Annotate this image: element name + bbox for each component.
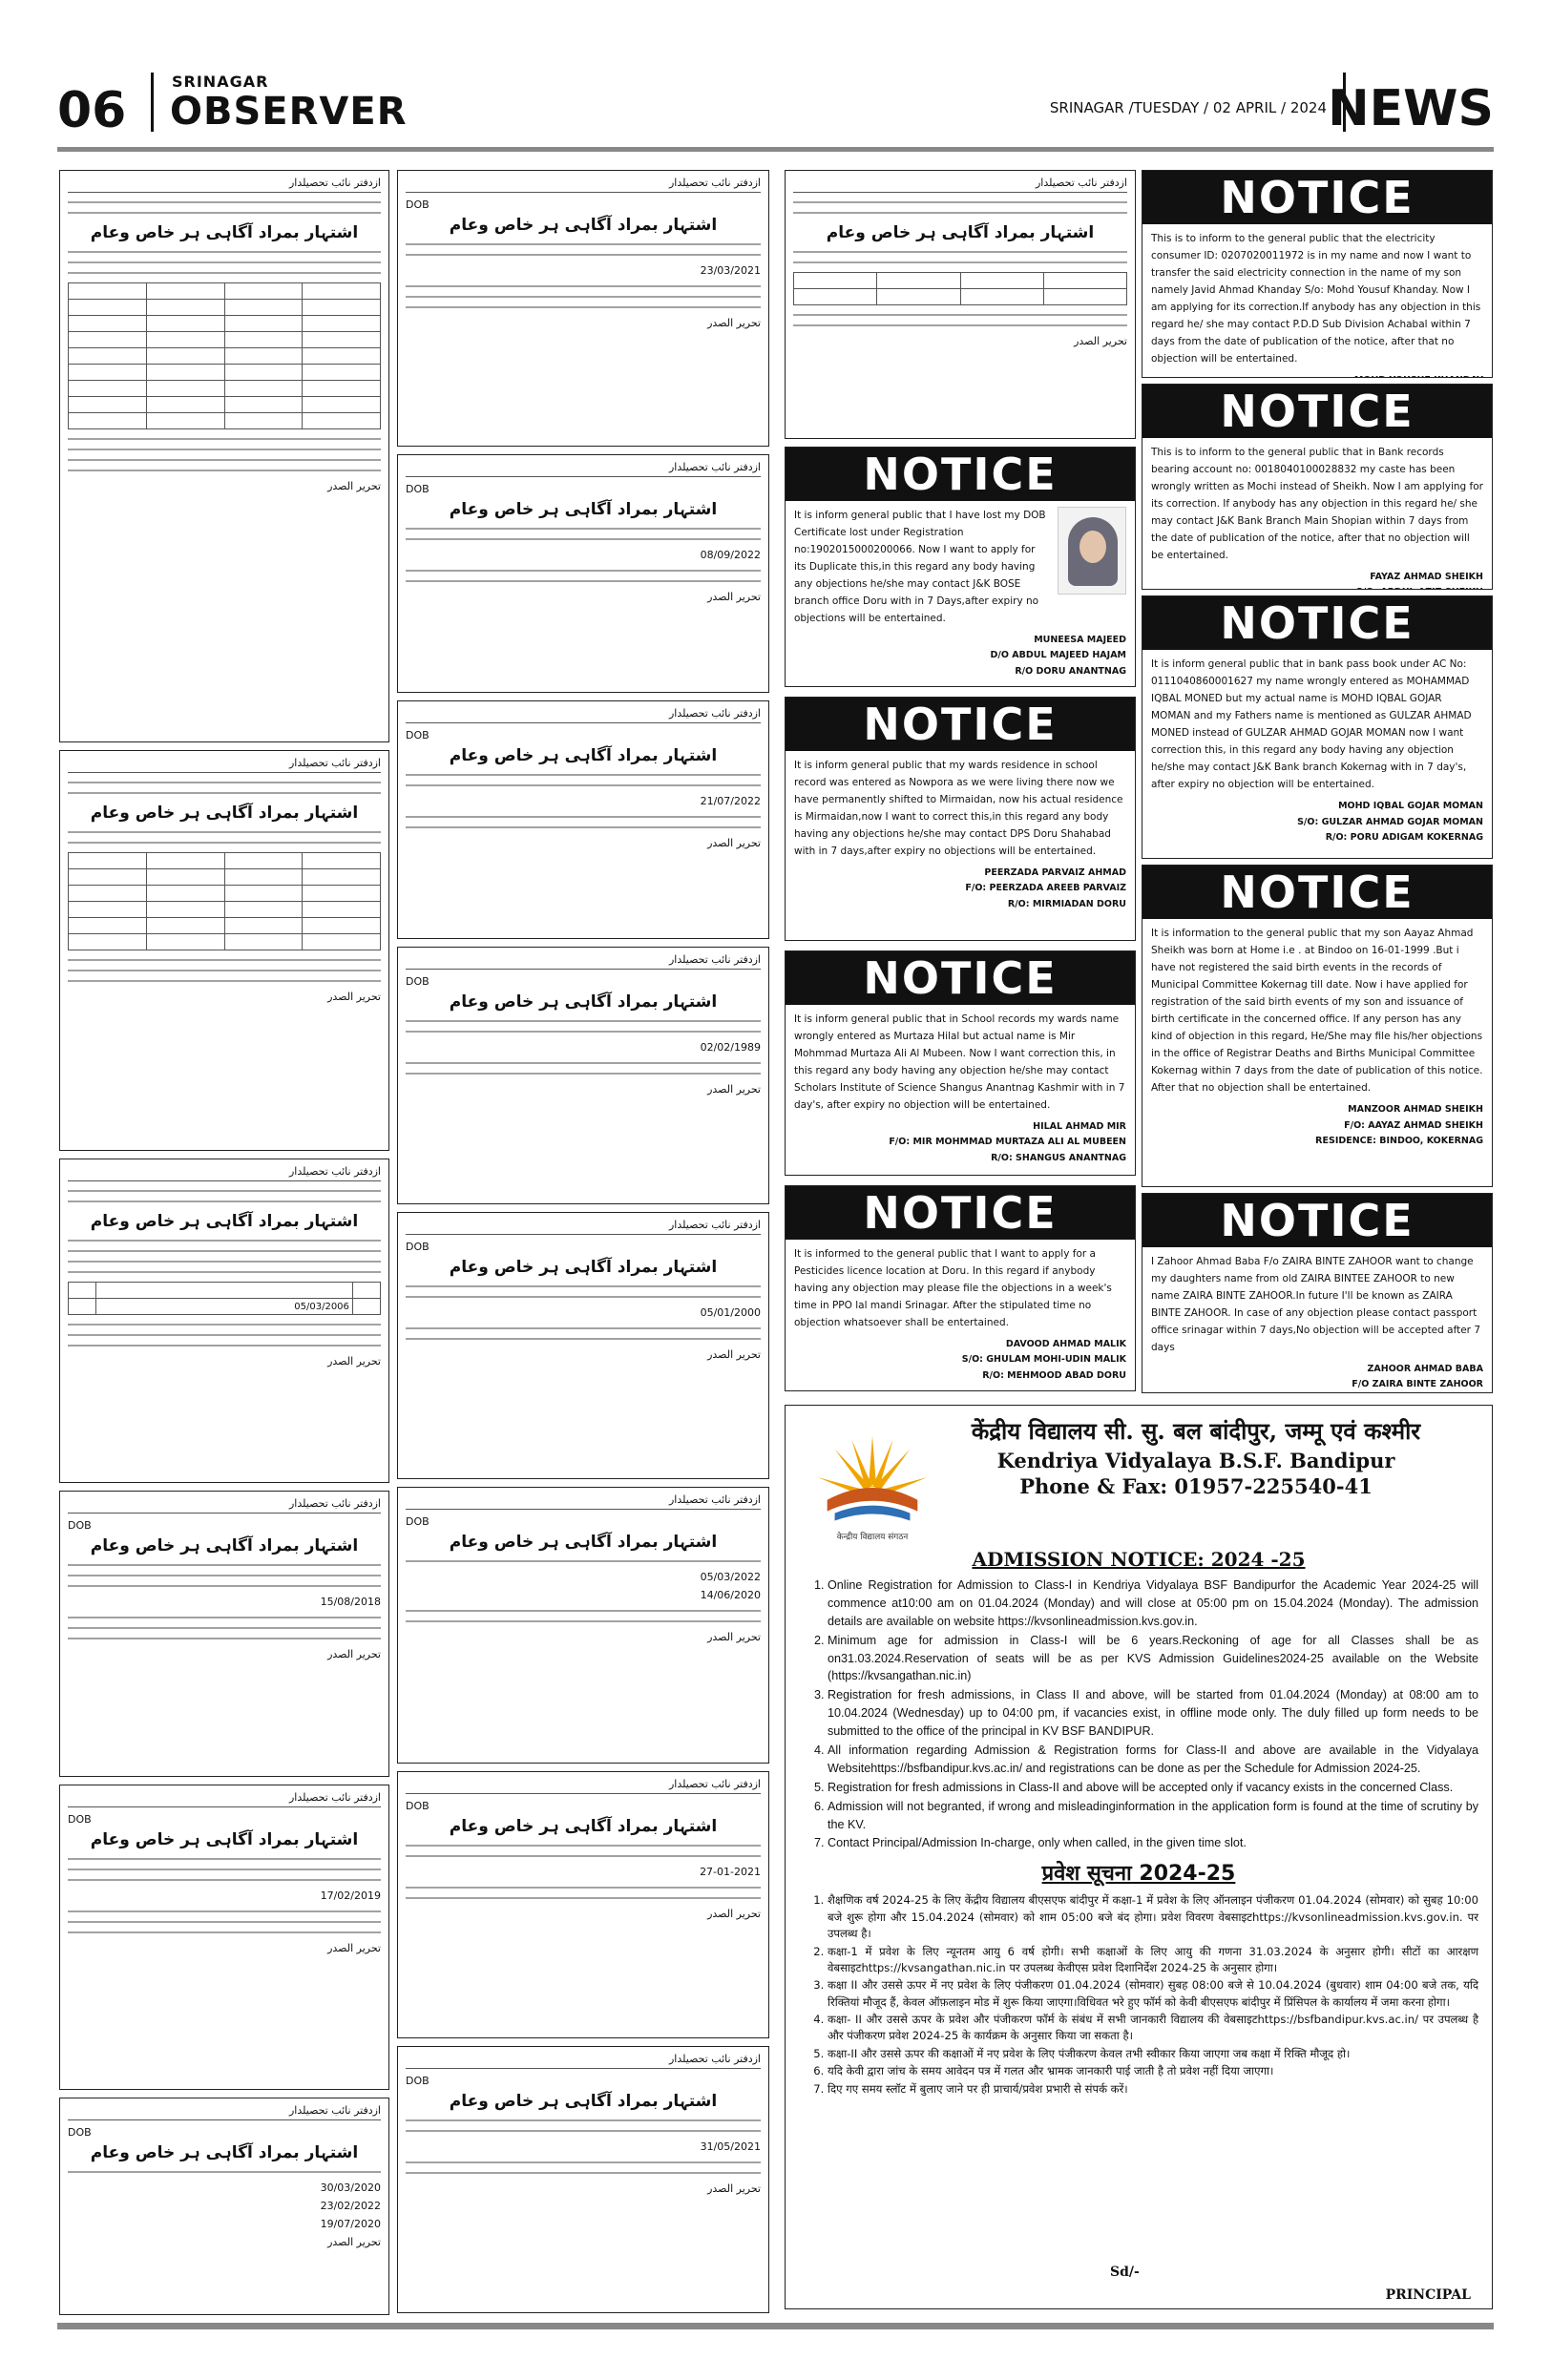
urdu-ad: ازدفتر نائب تحصیلدار اشتہار بمراد آگاہی ہر خاص وعام تحریر الصدر [59, 750, 389, 1151]
school-phone: Phone & Fax: 01957-225540-41 [1019, 1474, 1373, 1498]
top-rule [57, 147, 1494, 152]
notice-lost-dob: NOTICE It is inform general public that I have lost my DOB Certificate lost under Registration no:1902015000200066. Now I want to apply for its Duplicate this,in this regard any body having any objections he/she may contact J&K BOSE branch office Doru with in 7 Days,after expiry no objections will be entertained. MUNEESA MAJEED D/O ABDUL MAJEED HAJAM R/O DORU ANANTNAG [785, 447, 1136, 687]
school-name-hindi: केंद्रीय विद्यालय सी. सु. बल बांदीपुर, जम्मू एवं कश्मीर [971, 1417, 1421, 1445]
urdu-table [68, 852, 381, 950]
masthead [57, 67, 1494, 143]
brand-city: SRINAGAR [172, 73, 269, 91]
urdu-ad: ازدفتر نائب تحصیلدار DOB اشتہار بمراد آگاہی ہر خاص وعام 21/07/2022 تحریر الصدر [397, 700, 769, 939]
page-number: 06 [57, 82, 127, 139]
urdu-ad: ازدفتر نائب تحصیلدار DOB اشتہار بمراد آگاہی ہر خاص وعام 15/08/2018 تحریر الصدر [59, 1491, 389, 1777]
section-title: NEWS [1328, 80, 1494, 137]
hindi-list: 1. शैक्षणिक वर्ष 2024-25 के लिए केंद्रीय विद्यालय बीएसएफ बांदीपुर में कक्षा-1 में प्रवेश के लिए ऑनलाइन पंजीकरण 01.04.2024 (सोमवार) को सुबह 10:00 बजे शुरू होगा और 15.04.2024 (सोमवार) को शाम 05:00 बजे बंद होगा। प्रवेश विवरण वेबसाइटhttps://kvsonlineadmission.kvs.gov.in. पर उपलब्ध है। 2. कक्षा-1 में प्रवेश के लिए न्यूनतम आयु 6 वर्ष होगी। सभी कक्षाओं के लिए आयु की गणना 31.03.2024 के अनुसार होगी। सीटों का आरक्षण वेबसाइटhttps://kvsangathan.nic.in पर उपलब्ध केवीएस प्रवेश दिशानिर्देश 2024-25 के अनुसार होगा। 3. कक्षा II और उससे ऊपर में नए प्रवेश के लिए पंजीकरण 01.04.2024 (सोमवार) सुबह 08:00 बजे से 10.04.2024 (बुधवार) शाम 04:00 बजे तक, यदि रिक्तियां मौजूद हैं, केवल ऑफ़लाइन मोड में शुरू किया जाएगा।विधिवत भरे हुए फॉर्म को केवी बीएसएफ बांदीपुर में प्रिंसिपल के कार्यालय में जमा करना होगा। 4. कक्षा- II और उससे ऊपर के प्रवेश और पंजीकरण फॉर्म के संबंध में सभी जानकारी विद्यालय की वेबसाइटhttps://bsfbandipur.kvs.ac.in/ पर उपलब्ध है और पंजीकरण प्रवेश 2024-25 के कार्यक्रम के अनुसार किया जा सकता है। 5. कक्षा-II और उससे ऊपर की कक्षाओं में नए प्रवेश के लिए पंजीकरण केवल तभी स्वीकार किया जाएगा जब कक्षा में रिक्ति मौजूद हो। 6. यदि केवी द्वारा जांच के समय आवेदन पत्र में गलत और भ्रामक जानकारी पाई जाती है तो प्रवेश नहीं दिया जाएगा। 7. दिए गए समय स्लॉट में बुलाए जाने पर ही प्राचार्य/प्रवेश प्रभारी से संपर्क करें। [828, 1892, 1478, 2098]
notice-residence: NOTICE It is inform general public that my wards residence in school record was entered as Nowpora as we were living there now we have permanently shifted to Mirmaidan, now his actual residence is Mirmaidan,now I want to correct this,in this regard any body having any objections he/she may contact DPS Doru Shahabad with in 7 days,after expiry no objections will be entertained. PEERZADA PARVAIZ AHMAD F/O: PEERZADA AREEB PARVAIZ R/O: MIRMIADAN DORU [785, 697, 1136, 941]
urdu-ad: ازدفتر نائب تحصیلدار اشتہار بمراد آگاہی ہر خاص وعام تحریر الصدر [59, 170, 389, 742]
admission-list: 1. Online Registration for Admission to Class-I in Kendriya Vidyalaya BSF Bandipurfor the Academic Year 2024-25 will commence at10:00 am on 01.04.2024 (Monday) and will close at 05:00 pm on 15.04.2024 (Monday). The admission details are available on website https://kvsonlineadmission.kvs.gov.in. 2. Minimum age for admission in Class-I will be 6 years.Reckoning of age for all Classes shall be as on31.03.2024.Reservation of seats will be as per KVS Admission Guidelines2024-25 available on the Website (https://kvsangathan.nic.in) 3. Registration for fresh admissions, in Class II and above, will be started from 01.04.2024 (Monday) at 08:00 am to 10.04.2024 (Wednesday) up to 04:00 pm, if vacancies exist, in offline mode only. The duly filled up form needs to be submitted to the office of the principal in KV BSF BANDIPUR. 4. All information regarding Admission & Registration forms for Class-II and above are available in the Vidyalaya Websitehttps://bsfbandipur.kvs.ac.in/ and registrations can be done as per the Schedule for Admission 2024-25. 5. Registration for fresh admissions in Class-II and above will be accepted only if vacancy exists in the concerned Class. 6. Admission will not begranted, if wrong and misleadinginformation in the application form is found at the time of scrutiny by the KV. 7. Contact Principal/Admission In-charge, only when called, in the given time slot. [828, 1576, 1478, 1852]
urdu-ad: ازدفتر نائب تحصیلدار اشتہار بمراد آگاہی ہر خاص وعام 05/03/2006 تحریر الصدر [59, 1159, 389, 1483]
kv-logo-icon [807, 1419, 938, 1551]
admission-title: ADMISSION NOTICE: 2024 -25 [972, 1548, 1306, 1571]
bottom-rule [57, 2323, 1494, 2329]
masthead-divider [151, 73, 154, 132]
svg-text:केन्द्रीय विद्यालय संगठन: केन्द्रीय विद्यालय संगठन [836, 1533, 909, 1543]
urdu-ad: ازدفتر نائب تحصیلدار DOB اشتہار بمراد آگاہی ہر خاص وعام 23/03/2021 تحریر الصدر [397, 170, 769, 447]
urdu-ad: ازدفتر نائب تحصیلدار DOB اشتہار بمراد آگاہی ہر خاص وعام 02/02/1989 تحریر الصدر [397, 947, 769, 1204]
urdu-table [68, 282, 381, 429]
urdu-ad: ازدفتر نائب تحصیلدار DOB اشتہار بمراد آگاہی ہر خاص وعام 30/03/2020 23/02/2022 19/07/2020 تحریر الصدر [59, 2098, 389, 2315]
urdu-ad: ازدفتر نائب تحصیلدار DOB اشتہار بمراد آگاہی ہر خاص وعام 05/03/2022 14/06/2020 تحریر الصدر [397, 1487, 769, 1764]
notice-name-correction: NOTICE It is inform general public that in School records my wards name wrongly entered as Murtaza Hilal but actual name is Mir Mohmmad Murtaza Ali Al Mubeen. Now I want correction this, in this regard any body having any objection he/she may contact Scholars Institute of Science Shangus Anantnag Kashmir with in 7 day's, after expiry no objection will be entertained. HILAL AHMAD MIR F/O: MIR MOHMMAD MURTAZA ALI AL MUBEEN R/O: SHANGUS ANANTNAG [785, 950, 1136, 1176]
urdu-ad: ازدفتر نائب تحصیلدار DOB اشتہار بمراد آگاہی ہر خاص وعام 17/02/2019 تحریر الصدر [59, 1785, 389, 2090]
urdu-table [793, 272, 1127, 305]
admission-notice [785, 1405, 1493, 2309]
notice-birth-registration: NOTICE It is information to the general public that my son Aayaz Ahmad Sheikh was born at Home i.e . at Bindoo on 16-01-1999 .But i have not registered the said birth events in the records of Municipal Committee Kokernag till date. Now i have applied for registration of the said birth events of my son and issuance of birth certificate in the concerned office. If any person has any kind of objection in this regard, He/She may file his/her objections in the office of Registrar Deaths and Births Municipal Committee Kokernag within 7 days from the date of publication of this notice. After that no objection shall be entertained. MANZOOR AHMAD SHEIKH F/O: AAYAZ AHMAD SHEIKH RESIDENCE: BINDOO, KOKERNAG [1142, 865, 1493, 1187]
notice-caste: NOTICE This is to inform to the general public that in Bank records bearing account no: 0018040100028832 my caste has been wrongly written as Mochi instead of Sheikh. Now I am applying for its correction. If anybody has any objection in this regard he/ she may contact J&K Bank Branch Main Shopian within 7 days from the date of publication of the notice, after that no objection will be entertained. FAYAZ AHMAD SHEIKH [1142, 384, 1493, 590]
notice-pesticide: NOTICE It is informed to the general public that I want to apply for a Pesticides licence location at Doru. In this regard if anybody having any objection may please file the objections in a week's time in PPO lal mandi Srinagar. After the stipulated time no objection whatsoever shall be entertained. DAVOOD AHMAD MALIK S/O: GHULAM MOHI-UDIN MALIK R/O: MEHMOOD ABAD DORU [785, 1185, 1136, 1391]
hindi-title: प्रवेश सूचना 2024-25 [1041, 1862, 1236, 1887]
signature-mark: Sd/- [1110, 2265, 1140, 2280]
notice-bank-name: NOTICE It is inform general public that in bank pass book under AC No: 0111040860001627 my name wrongly entered as MOHAMMAD IQBAL MONED but my actual name is MOHD IQBAL GOJAR MOMAN and my Fathers name is mentioned as GULZAR AHMAD MONED instead of GULZAR AHMAD GOJAR MOMAN now I want correction this, in this regard any body having any objection he/she may contact J&K Bank branch Kokernag with in 7 day's, after expiry no objection will be entertained. MOHD IQBAL GOJAR MOMAN S/O: GULZAR AHMAD GOJAR MOMAN R/O: PORU ADIGAM KOKERNAG [1142, 595, 1493, 859]
brand-logo: OBSERVER [170, 90, 408, 134]
principal-label: PRINCIPAL [1385, 2287, 1471, 2303]
notice-name-change: NOTICE I Zahoor Ahmad Baba F/o ZAIRA BINTE ZAHOOR want to change my daughters name from old ZAIRA BINTEE ZAHOOR to new name ZAIRA BINTE ZAHOOR.In future I'll be known as ZAIRA BINTE ZAHOOR. In case of any objection please contact passport office srinagar within 7 days,No objection will be accepted after 7 days ZAHOOR AHMAD BABA F/O ZAIRA BINTE ZAHOOR [1142, 1193, 1493, 1393]
notice-electricity: NOTICE This is to inform to the general public that the electricity consumer ID: 0207020011972 is in my name and now I want to transfer the said electricity connection in the name of my son namely Javid Ahmad Khanday S/o: Mohd Yousuf Khanday. Now I am applying for its correction.If anybody has any objection in this regard he/ she may contact P.D.D Sub Division Achabal within 7 days from the date of publication of the notice, after that no objection will be entertained. [1142, 170, 1493, 378]
dateline: SRINAGAR /TUESDAY / 02 APRIL / 2024 [1049, 99, 1327, 116]
urdu-ad: ازدفتر نائب تحصیلدار DOB اشتہار بمراد آگاہی ہر خاص وعام 31/05/2021 تحریر الصدر [397, 2046, 769, 2313]
urdu-ad: ازدفتر نائب تحصیلدار اشتہار بمراد آگاہی ہر خاص وعام تحریر الصدر [785, 170, 1136, 439]
urdu-ad: ازدفتر نائب تحصیلدار DOB اشتہار بمراد آگاہی ہر خاص وعام 08/09/2022 تحریر الصدر [397, 454, 769, 693]
urdu-ad: ازدفتر نائب تحصیلدار DOB اشتہار بمراد آگاہی ہر خاص وعام 27-01-2021 تحریر الصدر [397, 1771, 769, 2038]
school-name: Kendriya Vidyalaya B.S.F. Bandipur [996, 1449, 1395, 1472]
urdu-ad: ازدفتر نائب تحصیلدار DOB اشتہار بمراد آگاہی ہر خاص وعام 05/01/2000 تحریر الصدر [397, 1212, 769, 1479]
portrait-photo [1058, 507, 1126, 595]
urdu-table: 05/03/2006 [68, 1282, 381, 1315]
